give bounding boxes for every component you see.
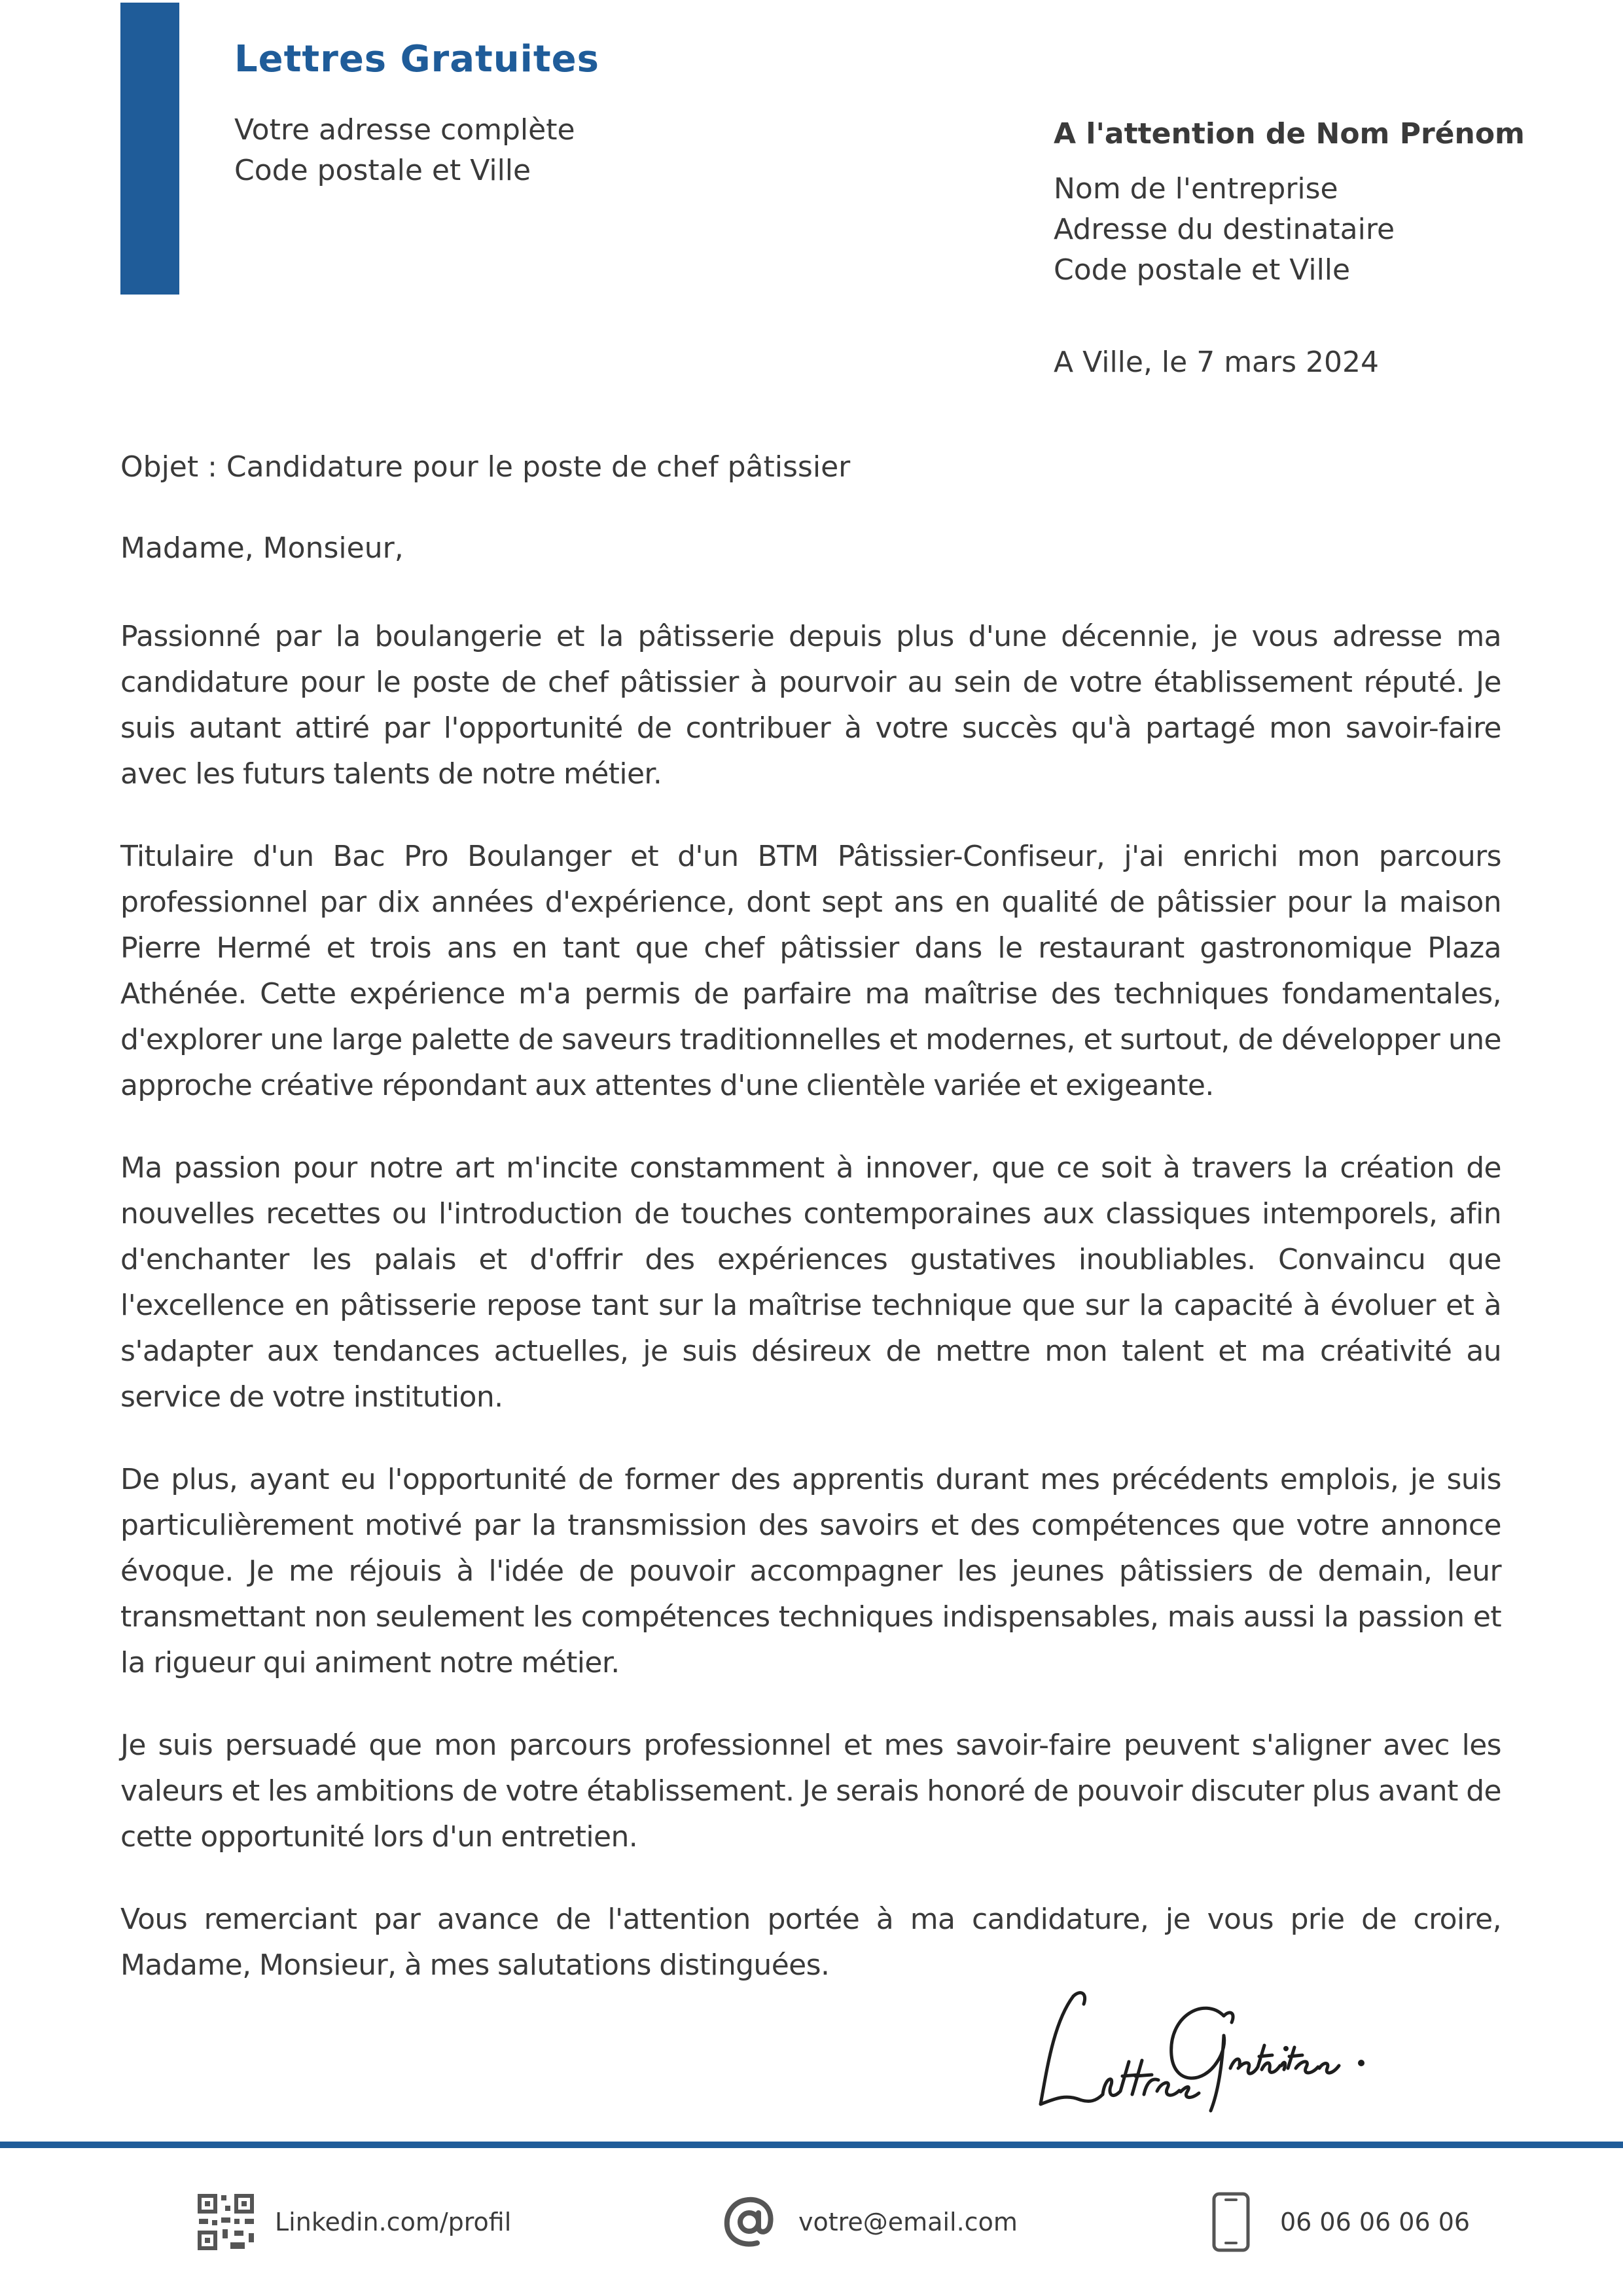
letter-date: A Ville, le 7 mars 2024 [1054, 346, 1379, 379]
contact-phone [1202, 2193, 1470, 2251]
contact-linkedin [196, 2193, 511, 2251]
linkedin-url[interactable]: Linkedin.com/profil [275, 2208, 512, 2236]
recipient-address: Adresse du destinataire [1054, 213, 1395, 246]
brand-title: Lettres Gratuites [234, 38, 599, 81]
footer-divider [0, 2142, 1623, 2148]
body-paragraph: Vous remerciant par avance de l'attention portée à ma candidature, je vous prie de croire, Madame, Monsieur, à mes salutations distinguées. [120, 1903, 1501, 1982]
letter-subject: Objet : Candidature pour le poste de chef pâtissier [120, 450, 851, 484]
body-paragraph: Titulaire d'un Bac Pro Boulanger et d'un BTM Pâtissier-Confiseur, j'ai enrichi mon parcours professionnel par dix années d'expérience, dont sept ans en qualité de pâtissier pour la maison Pierre Hermé et trois ans en tant que chef pâtissier dans le restaurant gastronomique Plaza Athénée. Cette expérience m'a permis de parfaire ma maîtrise des techniques fondamentales, d'explorer une large palette de saveurs traditionnelles et modernes, et surtout, de développer une approche créative répondant aux attentes d'une clientèle variée et exigeante. [120, 840, 1501, 1102]
contact-email [720, 2193, 1018, 2251]
body-paragraph: De plus, ayant eu l'opportunité de former des apprentis durant mes précédents emplois, je suis particulièrement motivé par la transmission des savoirs et des compétences que votre annonce évoque. Je me réjouis à l'idée de pouvoir accompagner les jeunes pâtissiers de demain, leur transmettant non seulement les compétences techniques indispensables, mais aussi la passion et la rigueur qui animent notre métier. [120, 1463, 1501, 1679]
letter-body [120, 614, 1501, 2025]
sender-address [234, 110, 575, 191]
recipient-block [1054, 114, 1525, 291]
sender-city-line: Code postale et Ville [234, 154, 531, 187]
recipient-city: Code postale et Ville [1054, 253, 1351, 287]
letter-salutation: Madame, Monsieur, [120, 531, 404, 565]
phone-number[interactable]: 06 06 06 06 06 [1280, 2208, 1471, 2236]
sender-address-line: Votre adresse complète [234, 113, 575, 147]
recipient-company: Nom de l'entreprise [1054, 172, 1338, 206]
body-paragraph: Passionné par la boulangerie et la pâtisserie depuis plus d'une décennie, je vous adresse ma candidature pour le poste de chef pâtissier à pourvoir au sein de votre établissement réputé. Je suis autant attiré par l'opportunité de contribuer à votre succès qu'à partagé mon savoir-faire avec les futurs talents de notre métier. [120, 620, 1501, 791]
mobile-phone-icon [1202, 2193, 1260, 2251]
header-accent-bar [120, 3, 179, 295]
handwritten-signature [1027, 1970, 1420, 2121]
qr-code-icon [196, 2193, 255, 2251]
recipient-attention: A l'attention de Nom Prénom [1054, 117, 1525, 151]
body-paragraph: Je suis persuadé que mon parcours professionnel et mes savoir-faire peuvent s'aligner avec les valeurs et les ambitions de votre établissement. Je serais honoré de pouvoir discuter plus avant de cette opportunité lors d'un entretien. [120, 1729, 1501, 1854]
at-sign-icon [720, 2193, 779, 2251]
email-address[interactable]: votre@email.com [798, 2208, 1018, 2236]
body-paragraph: Ma passion pour notre art m'incite constamment à innover, que ce soit à travers la création de nouvelles recettes ou l'introduction de touches contemporaines aux classiques intemporels, afin d'enchanter les palais et d'offrir des expériences gustatives inoubliables. Convaincu que l'excellence en pâtisserie repose tant sur la maîtrise technique que sur la capacité à évoluer et à s'adapter aux tendances actuelles, je suis désireux de mettre mon talent et ma créativité au service de votre institution. [120, 1151, 1501, 1414]
